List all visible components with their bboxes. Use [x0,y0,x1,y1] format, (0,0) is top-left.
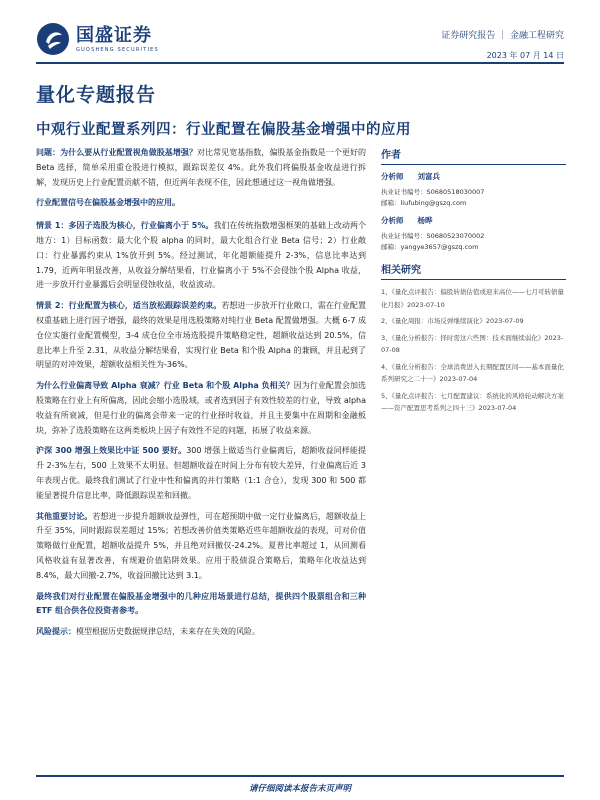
summary-paragraph: 最终我们对行业配置在偏股基金增强中的几种应用场景进行总结，提供四个股票组合和三种 ETF 组合供各位投资者参考。 [36,591,366,616]
body-paragraph [36,510,366,584]
analyst-name-row [381,171,566,182]
related-report-link[interactable] [381,315,566,328]
analyst-card [381,215,566,253]
analyst-name: 刘富兵 [417,172,440,181]
related-report-text[interactable]: 2、《量化周报：市场反弹继续演化》2023-07-09 [381,317,524,325]
header-divider [36,62,564,64]
related-report-link[interactable] [381,361,566,386]
paragraph-text: 若想进一步放开行业敞口，需在行业配置权重基础上进行因子增强，最终的效果是用选股策略对纯行业 Beta 配置做增强。大概 6-7 成仓位实施行业配置模型，3-4 成仓位全市场选股提升策略稳定性，超额收益达到 20.5%，信息比率上升至 2.31，从收益分解结果看，实现行业 Beta 和个股 Alpha 的兼顾，并且起到了明显的对冲效果，超额收益相关性为-36%。 [36,301,366,370]
footer-disclaimer: 请仔细阅读本报告末页声明 [248,784,351,794]
sidebar [381,146,566,419]
analyst-email[interactable]: 邮箱：liufubing@gszq.com [381,199,467,207]
paragraph-lead: 情景 2：行业配置为核心，适当放松跟踪误差约束。 [36,301,222,311]
analyst-role: 分析师 [381,172,404,181]
body-paragraph [36,379,366,438]
paragraph-lead: 其他重要讨论。 [36,511,93,521]
related-report-text[interactable]: 5、《量化点评报告：七月配置建议：系统化的风格轮动解决方案——资产配置思考系列之四十三》2023-07-04 [381,391,564,412]
paragraph-lead: 为什么行业偏离导致 Alpha 衰减？行业 Beta 和个股 Alpha 负相关？ [36,381,294,391]
related-heading: 相关研究 [381,261,566,280]
authors-heading: 作者 [381,146,566,165]
paragraph-text: 因为行业配置会加选股策略在行业上有所偏离，因此会缩小选股域，或者选到因子有效性较差的行业，导致 alpha 收益有所衰减，但是行业的偏离会带来一定的行业择时收益，并且主要集中在周期和金融板块，弥补了选股策略在这两类板块上因子有效性不足的问题，拓展了收益来源。 [36,381,367,435]
report-subtitle: 中观行业配置系列四：行业配置在偏股基金增强中的应用 [36,122,411,138]
section-note: 行业配置信号在偏股基金增强中的应用。 [36,198,180,208]
analyst-name: 杨晔 [417,216,433,225]
paragraph-text: 我们在传统指数增强框架的基础上改动两个地方：1）目标函数：最大化个股 alpha 的同时，最大化组合行业 Beta 信号；2）行业敞口：行业暴露约束从 1%放开到 5%。经过测试，年化超额能提升 2-3%，信息比率达到 1.79，近两年明显改善，从收益分解结果看，行业偏离小于 5%不会侵蚀个股 Alpha 收益，进一步放开行业暴露后会明显侵蚀收益，收益波动。 [36,221,366,290]
related-report-text[interactable]: 3、《量化分析报告：择时需这六些图：技术面继续弱化》2023-07-08 [381,333,564,354]
risk-lead: 风险提示： [36,627,76,637]
risk-text: 模型根据历史数据规律总结，未来存在失效的风险。 [76,627,260,637]
company-name-en: GUOSHENG SECURITIES [76,46,159,53]
paragraph-text: 若想进一步提升超额收益弹性，可在超预期中做一定行业偏离后，超额收益上升至 35%，同时跟踪误差超过 15%；若想改善价值类策略近些年超额收益的表现，可对价值策略做行业配置，超额收益提升 5%，并且绝对回撤仅-24.2%。夏普比率超过 1，从回测看风格收益有显著改善，有规避价值陷阱效果。应用于股债混合策略后，策略年化收益达到 8.4%，最大回撤-2.7%，收益回撤比达到 3.1。 [36,511,367,580]
related-report-text[interactable]: 4、《量化分析报告：全球消费进入长期配置区间——基本面量化系列研究之二十一》2023-07-04 [381,362,564,383]
analyst-role: 分析师 [381,216,404,225]
paragraph-lead: 沪深 300 增强上效果比中证 500 要好。 [36,446,187,456]
body-paragraph [36,299,366,373]
analyst-license: 执业证书编号：S0680523070002 [381,232,485,240]
related-report-link[interactable] [381,286,566,311]
related-report-link[interactable] [381,332,566,357]
analyst-email[interactable]: 邮箱：yangye3657@gszq.com [381,243,479,251]
paragraph-lead: 情景 1：多因子选股为核心，行业偏离小于 5%。 [36,221,214,231]
footer-divider [36,775,564,777]
company-logo-icon [36,22,70,56]
report-body [36,146,366,646]
paragraph-text: 300 增强上做适当行业偏离后，超额收益同样能提升 2-3%左右，500 上效果不太明显。但超额收益在时间上分布有较大差异，行业偏离后近 3 年表现占优。最终我们测试了行业中性和偏离的并行策略（1:1 合仓），发现 300 和 500 都能显著提升信息比率，降低跟踪误差和回撤。 [36,446,366,500]
analyst-name-row [381,215,566,226]
related-report-link[interactable] [381,390,566,415]
analyst-license: 执业证书编号：S0680518030007 [381,188,485,196]
paragraph-lead: 问题：为什么要从行业配置视角做股基增强？ [36,148,197,157]
body-paragraph [36,146,366,190]
related-report-text[interactable]: 1、《量化点评报告：偏股转债估值或迎来高位——七月可转债量化月报》2023-07-10 [381,288,564,309]
body-paragraph [36,219,366,293]
risk-paragraph [36,625,366,640]
report-date: 2023 年 07 月 14 日 [486,51,564,60]
company-name: 国盛证券 [76,24,152,46]
page-title: 量化专题报告 [36,84,157,106]
body-paragraph [36,444,366,503]
paragraph-text: 对比常见宽基指数，偏股基金指数是一个更好的 Beta 选择，简单采用重仓股进行模拟，跟踪误差仅 4%。此外我们将偏股基金收益进行拆解，发现历史上行业配置贡献不错，但近两年表现不佳，因此想通过这一视角做增强。 [36,148,366,187]
analyst-card [381,171,566,209]
company-logo [36,22,159,56]
report-type: 证券研究报告 ｜ 金融工程研究 [441,31,564,41]
